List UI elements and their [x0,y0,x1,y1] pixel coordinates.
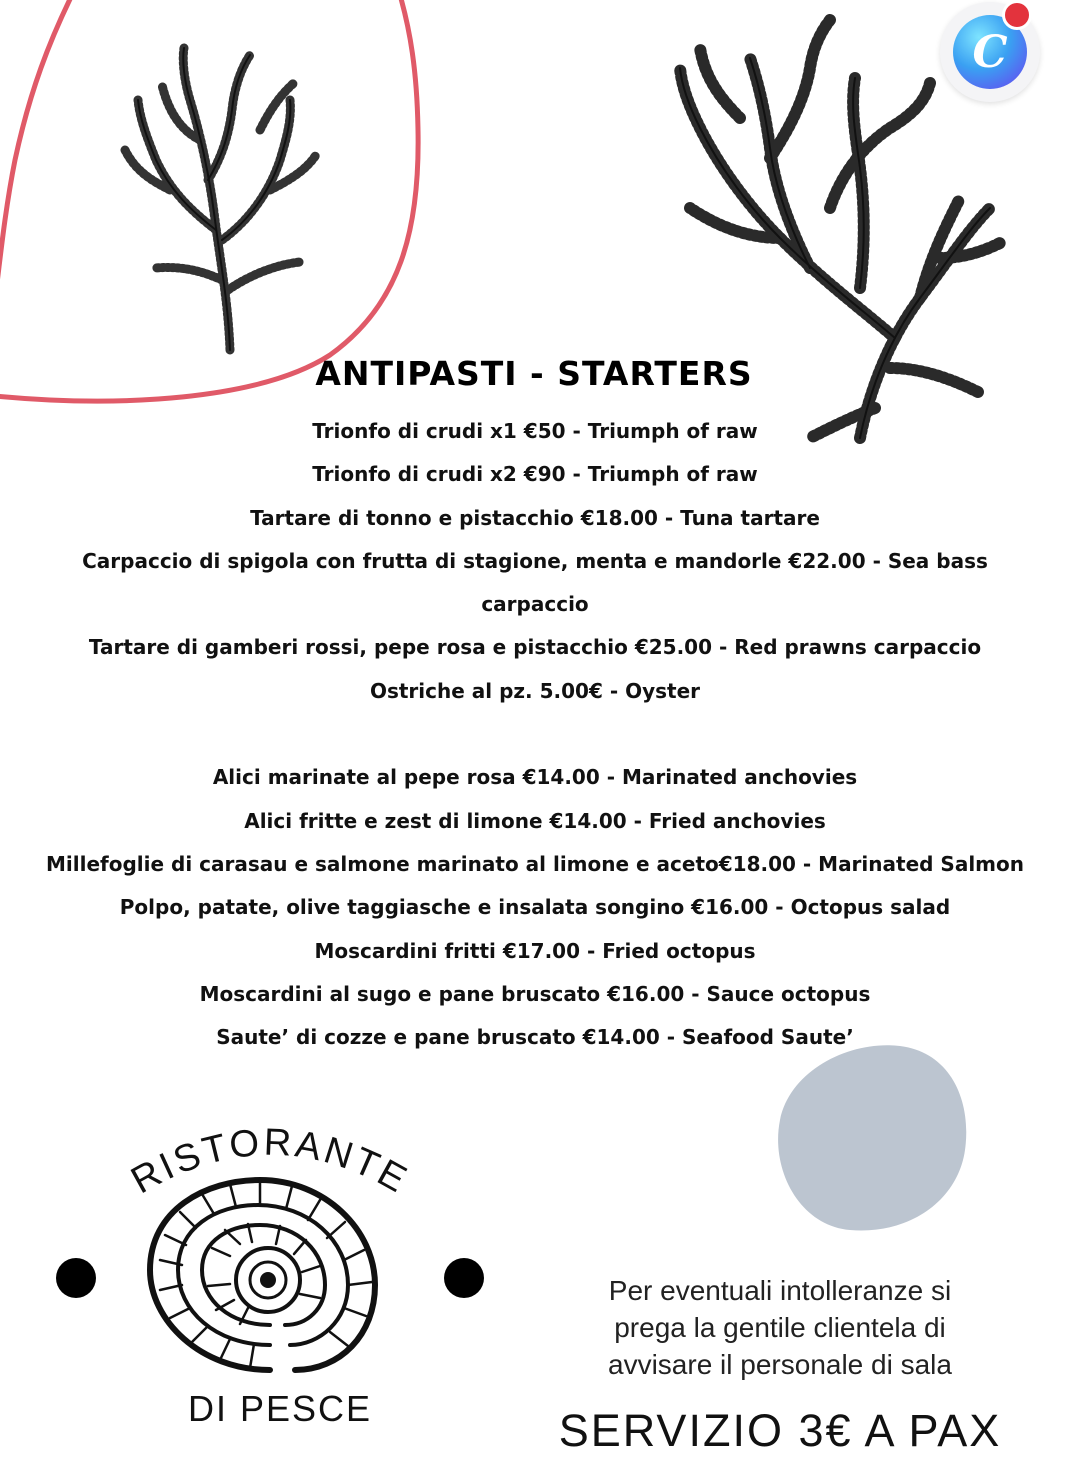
notification-dot-icon [1002,0,1032,30]
menu-item: carpaccio [481,592,589,617]
menu-item: Tartare di tonno e pistacchio €18.00 - Tuna tartare [250,505,820,530]
notice-line: avvisare il personale di sala [608,1349,952,1380]
app-badge-button[interactable] [940,2,1040,102]
menu-item: Moscardini fritti €17.00 - Fried octopus [314,938,756,963]
svg-text:RISTORANTE [124,1122,415,1203]
black-dot-right [444,1258,484,1298]
restaurant-logo [120,1120,420,1400]
logo-bottom-text: DI PESCE [187,1388,373,1429]
menu-item: Millefoglie di carasau e salmone marinato al limone e aceto€18.00 - Marinated Salmon [45,851,1024,876]
section-title: ANTIPASTI - STARTERS [315,354,753,393]
menu-item: Alici marinate al pepe rosa €14.00 - Marinated anchovies [212,765,858,790]
menu-item: Carpaccio di spigola con frutta di stagione, menta e mandorle €22.00 - Sea bass [82,548,988,573]
menu-item: Trionfo di crudi x2 €90 - Triumph of raw [312,462,758,487]
menu-list [30,410,1040,1059]
menu-item: Ostriche al pz. 5.00€ - Oyster [369,678,701,703]
coral-left-illustration [110,40,330,360]
notice-line: Per eventuali intolleranze si [608,1275,952,1306]
menu-spacer [30,713,1040,756]
allergy-notice [560,1272,1000,1383]
black-dot-left [56,1258,96,1298]
menu-item: Saute’ di cozze e pane bruscato €14.00 - Seafood Saute’ [216,1025,854,1050]
logo-top-text: RISTORANTE [124,1121,416,1203]
menu-item: Alici fritte e zest di limone €14.00 - Fried anchovies [244,808,826,833]
grey-blob-shape [760,1040,980,1240]
menu-item: Trionfo di crudi x1 €50 - Triumph of raw [312,419,758,443]
menu-item: Moscardini al sugo e pane bruscato €16.00 - Sauce octopus [199,981,871,1006]
notice-line: prega la gentile clientela di [614,1312,946,1343]
service-charge: SERVIZIO 3€ A PAX [558,1405,1002,1456]
menu-item: Tartare di gamberi rossi, pepe rosa e pistacchio €25.00 - Red prawns carpaccio [88,635,982,660]
menu-item: Polpo, patate, olive taggiasche e insalata songino €16.00 - Octopus salad [119,895,951,920]
app-logo-icon: C [953,15,1027,89]
